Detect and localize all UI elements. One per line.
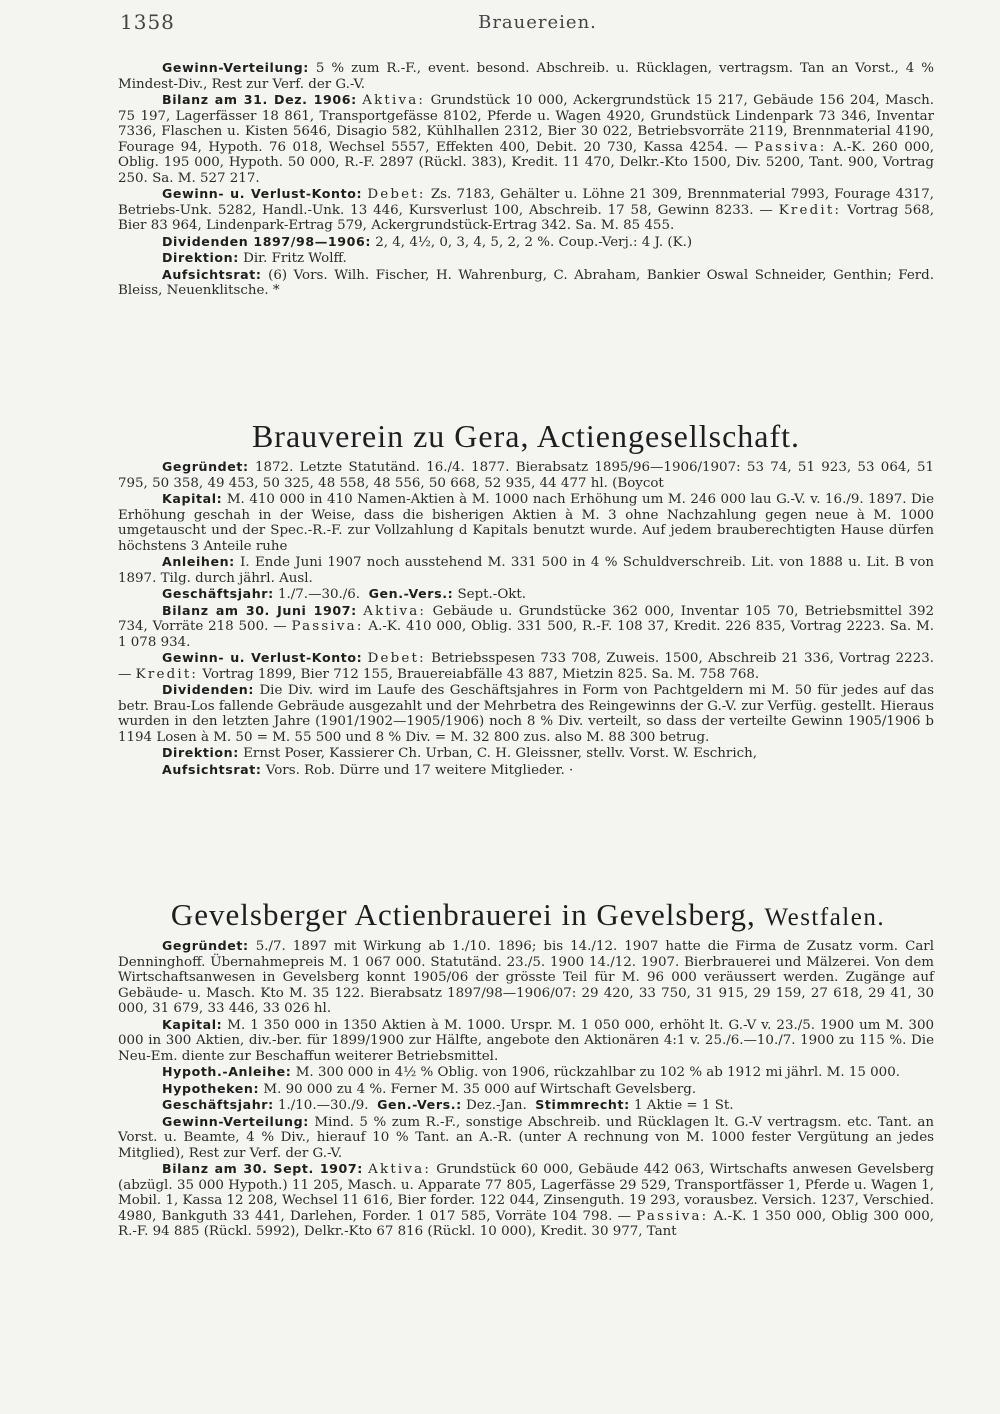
- entry-label: Dividenden 1897/98—1906:: [162, 233, 371, 249]
- entry-text: Vors. Rob. Dürre und 17 weitere Mitglieder. ·: [265, 762, 574, 778]
- capital-entry: [118, 1017, 934, 1065]
- previous-company-section: [118, 60, 934, 299]
- entry-text: M. 300 000 in 4½ % Oblig. von 1906, rückzahlbar zu 102 % ab 1912 mi jährl. M. 15 000.: [295, 1065, 900, 1080]
- entry-label: Gen.-Vers.:: [368, 586, 454, 601]
- entry-text: Vortrag 568, Bier 83 964, Lindenpark-Ertrag 579, Ackergrundstück-Ertrag 342. Sa. M. 85 455.: [118, 202, 934, 233]
- entry-label: Gewinn- u. Verlust-Konto:: [162, 650, 363, 665]
- entry-text: Vortrag 1899, Bier 712 155, Brauereiabfälle 43 887, Mietzin 825. Sa. M. 758 768.: [202, 666, 760, 682]
- balance-entry: [118, 1161, 934, 1240]
- aktiva-label: Aktiva:: [368, 1162, 432, 1177]
- company-title-gevelsberg: [118, 897, 938, 933]
- supervisory-board-entry: [118, 762, 934, 779]
- profit-distribution-entry: [118, 1114, 934, 1162]
- balance-entry: [118, 92, 934, 186]
- entry-label: Bilanz am 30. Juni 1907:: [162, 602, 357, 618]
- direction-entry: [118, 745, 934, 762]
- debet-label: Debet:: [367, 187, 426, 202]
- kredit-label: Kredit:: [135, 666, 199, 682]
- gera-section: [118, 459, 934, 778]
- entry-text: M. 1 350 000 in 1350 Aktien à M. 1000. Urspr. M. 1 050 000, erhöht lt. G.-V v. 23./5. 1900 um M. 300 000 in 300 Aktien, div.-ber. für 1899/1900 zur Hälfte, angebote den Aktionären 4:1 v. 25./6.—10./7. 1900 zu 115 %. Die Neu-Em. diente zur Beschaffun weiterer Betriebsmittel.: [118, 1017, 934, 1064]
- entry-label: Gegründet:: [162, 938, 249, 953]
- entry-text: Die Div. wird im Laufe des Geschäftsjahres in Form von Pachtgeldern mi M. 50 für jedes auf das betr. Brau-Los fallende Gebräude ausgezahlt und der Mehrbetra des Reingewinns der G.-V. zur Verfüg. gestellt. Hieraus wurden in den letzten Jahre (1901/1902—1905/1906) noch 8 % Div. verteilt, so dass der verteilte Gewinn 1905/1906 b 1194 Losen à M. 50 = M. 55 500 und 8 % Div. = M. 32 800 zus. also M. 88 300 betrug.: [118, 683, 934, 745]
- aktiva-label: Aktiva:: [363, 603, 427, 619]
- founded-entry: [118, 938, 934, 1017]
- entry-label: Kapital:: [162, 1016, 223, 1032]
- entry-text: Zs. 7183, Gehälter u. Löhne 21 309, Brennmaterial 7993, Fourage 4317, Betriebs-Unk. 5282, Handl.-Unk. 13 446, Kursverlust 100, Abschreib. 17 58, Gewinn 8233. —: [118, 187, 934, 218]
- entry-text: 5 % zum R.-F., event. besond. Abschreib. u. Rücklagen, vertragsm. Tan an Vorst., 4 % Mindest-Div., Rest zur Verf. der G.-V.: [118, 61, 934, 92]
- entry-label: Gewinn- u. Verlust-Konto:: [162, 186, 363, 201]
- entry-label: Direktion:: [162, 745, 239, 760]
- entry-label: Geschäftsjahr:: [162, 1097, 274, 1112]
- entry-text: I. Ende Juni 1907 noch ausstehend M. 331 500 in 4 % Schuldverschreib. Lit. von 1888 u. Lit. B von 1897. Tilg. durch jährl. Ausl.: [118, 555, 935, 586]
- entry-label: Dividenden:: [162, 682, 254, 697]
- entry-label: Hypoth.-Anleihe:: [162, 1064, 292, 1079]
- entry-label: Aufsichtsrat:: [162, 266, 262, 282]
- company-title-gera: Brauverein zu Gera, Actiengesellschaft.: [251, 418, 801, 454]
- entry-text: Gebäude u. Grundstücke 362 000, Inventar 105 70, Betriebsmittel 392 734, Vorräte 218 500. —: [118, 603, 935, 634]
- entry-text: A.-K. 260 000, Oblig. 195 000, Hypoth. 50 000, R.-F. 2897 (Rückl. 383), Kredit. 11 470, Delkr.-Kto 1500, Div. 5200, Tant. 900, Vortrag 250. Sa. M. 527 217.: [118, 139, 935, 186]
- profit-loss-entry: [118, 650, 934, 682]
- entry-text: 2, 4, 4½, 0, 3, 4, 5, 2, 2 %. Coup.-Verj.: 4 J. (K.): [375, 234, 693, 250]
- passiva-label: Passiva:: [291, 619, 364, 634]
- entry-label: Bilanz am 31. Dez. 1906:: [162, 92, 357, 107]
- balance-entry: [118, 603, 934, 651]
- fiscal-year-entry: [118, 1097, 934, 1114]
- profit-loss-entry: [118, 186, 934, 234]
- passiva-label: Passiva:: [636, 1208, 709, 1224]
- dividends-entry: [118, 234, 934, 251]
- entry-label: Bilanz am 30. Sept. 1907:: [162, 1161, 363, 1176]
- supervisory-board-entry: [118, 267, 934, 299]
- entry-label: Stimmrecht:: [535, 1097, 630, 1112]
- entry-text: 1./7.—30./6.: [278, 587, 361, 602]
- company-title-main: Gevelsberger Actienbrauerei in Gevelsberg,: [170, 897, 756, 932]
- entry-text: A.-K. 1 350 000, Oblig 300 000, R.-F. 94 885 (Rückl. 5992), Delkr.-Kto 67 816 (Rückl. 10 000), Kredit. 30 977, Tant: [118, 1208, 934, 1239]
- entry-text: M. 410 000 in 410 Namen-Aktien à M. 1000 nach Erhöhung um M. 246 000 lau G.-V. v. 16./9. 1897. Die Erhöhung geschah in der Weise, dass die bisherigen Aktien à M. 3 ohne Nachzahlung gegen neue à M. 1000 umgetauscht und der Spec.-R.-F. zur Vollzahlung d Kapitals benutzt wurde. Auf jedem brauberechtigten Hause dürfen höchstens 3 Anteile ruhe: [118, 492, 934, 554]
- entry-text: M. 90 000 zu 4 %. Ferner M. 35 000 auf Wirtschaft Gevelsberg.: [263, 1081, 697, 1097]
- entry-text: (6) Vors. Wilh. Fischer, H. Wahrenburg, C. Abraham, Bankier Oswal Schneider, Genthin; Ferd. Bleiss, Neuenklitsche. *: [118, 267, 934, 298]
- entry-text: Grundstück 10 000, Ackergrundstück 15 217, Gebäude 156 204, Masch. 75 197, Lagerfässer 18 861, Transportgefässe 8102, Pferde u. Wagen 4920, Grundstück Lindenpark 73 346, Inventar 7336, Flaschen u. Kisten 5646, Disagio 582, Kühlhallen 2312, Bier 30 022, Betriebsvorräte 2119, Brennmaterial 4190, Fourage 94, Hypoth. 76 018, Wechsel 5557, Effekten 400, Debit. 20 730, Kassa 4254. —: [118, 93, 935, 155]
- mortgage-loan-entry: [118, 1064, 934, 1081]
- entry-label: Gen.-Vers.:: [377, 1097, 462, 1112]
- kredit-label: Kredit:: [778, 202, 842, 218]
- entry-label: Gewinn-Verteilung:: [162, 60, 309, 75]
- entry-text: Betriebsspesen 733 708, Zuweis. 1500, Abschreib 21 336, Vortrag 2223. —: [118, 651, 934, 682]
- entry-text: Ernst Poser, Kassierer Ch. Urban, C. H. Gleissner, stellv. Vorst. W. Eschrich,: [243, 746, 757, 761]
- capital-entry: [118, 491, 934, 554]
- entry-label: Geschäftsjahr:: [162, 586, 274, 601]
- running-title: Brauereien.: [478, 12, 597, 33]
- entry-text: Sept.-Okt.: [457, 587, 527, 602]
- entry-text: 1 Aktie = 1 St.: [634, 1098, 734, 1113]
- entry-text: Dez.-Jan.: [466, 1098, 527, 1113]
- entry-text: 1872. Letzte Statutänd. 16./4. 1877. Bierabsatz 1895/96—1906/1907: 53 74, 51 923, 53 064, 51 795, 50 358, 49 453, 50 325, 48 558, 48 556, 50 668, 52 935, 44 477 hl. (Boycot: [118, 460, 934, 491]
- entry-label: Gegründet:: [162, 459, 249, 474]
- debet-label: Debet:: [367, 651, 426, 666]
- gevelsberg-section: [118, 938, 934, 1240]
- entry-text: 1./10.—30./9.: [278, 1098, 369, 1113]
- page-header: [120, 10, 955, 40]
- profit-distribution-entry: [118, 60, 934, 92]
- fiscal-year-entry: [118, 586, 934, 603]
- direction-entry: [118, 250, 934, 267]
- entry-label: Anleihen:: [162, 554, 235, 569]
- entry-text: A.-K. 410 000, Oblig. 331 500, R.-F. 108 37, Kredit. 226 835, Vortrag 2223. Sa. M. 1 078 934.: [118, 619, 934, 650]
- aktiva-label: Aktiva:: [362, 93, 426, 108]
- entry-label: Gewinn-Verteilung:: [162, 1113, 309, 1129]
- entry-label: Hypotheken:: [162, 1080, 260, 1096]
- entry-label: Kapital:: [162, 491, 223, 506]
- entry-text: Grundstück 60 000, Gebäude 442 063, Wirtschafts anwesen Gevelsberg (abzügl. 35 000 Hypoth.) 11 205, Masch. u. Apparate 77 805, Lagerfässe 29 529, Transportfässer 1, Pferde u. Wagen 1, Mobil. 1, Kassa 12 208, Wechsel 11 616, Bier forder. 122 044, Zinsenguth. 19 293, vorausbez. Versich. 1237, Verschied. 4980, Bankguth 33 441, Darlehen, Forder. 1 017 585, Vorräte 104 798. —: [118, 1162, 934, 1224]
- loans-entry: [118, 554, 934, 586]
- founded-entry: [118, 459, 934, 491]
- entry-text: Mind. 5 % zum R.-F., sonstige Abschreib. und Rücklagen lt. G.-V vertragsm. etc. Tant. an Vorst. u. Beamte, 4 % Div., hierauf 10 % Tant. an A.-R. (unter A rechnung von M. 1000 fester Vergütung an jedes Mitglied), Rest zur Verf. der G.-V.: [118, 1114, 934, 1161]
- entry-label: Direktion:: [162, 250, 239, 265]
- mortgages-entry: [118, 1081, 934, 1098]
- page-number: 1358: [120, 10, 175, 34]
- entry-label: Aufsichtsrat:: [162, 761, 262, 777]
- entry-text: 5./7. 1897 mit Wirkung ab 1./10. 1896; bis 14./12. 1907 hatte die Firma de Zusatz vorm. Carl Denninghoff. Übernahmepreis M. 1 067 000. Statutänd. 23./5. 1900 14./12. 1907. Bierbrauerei und Mälzerei. Von dem Wirtschaftsanwesen in Gevelsberg konnt 1905/06 der grösste Teil für M. 96 000 veräussert werden. Zugänge auf Gebäude- u. Masch. Kto M. 35 122. Bierabsatz 1897/98—1906/07: 29 420, 33 750, 31 915, 29 159, 27 618, 29 41, 30 000, 31 679, 33 446, 33 026 hl.: [118, 939, 934, 1016]
- passiva-label: Passiva:: [754, 139, 827, 155]
- company-title-region: Westfalen.: [764, 904, 886, 931]
- entry-text: Dir. Fritz Wolff.: [243, 251, 347, 266]
- dividends-entry: [118, 682, 934, 745]
